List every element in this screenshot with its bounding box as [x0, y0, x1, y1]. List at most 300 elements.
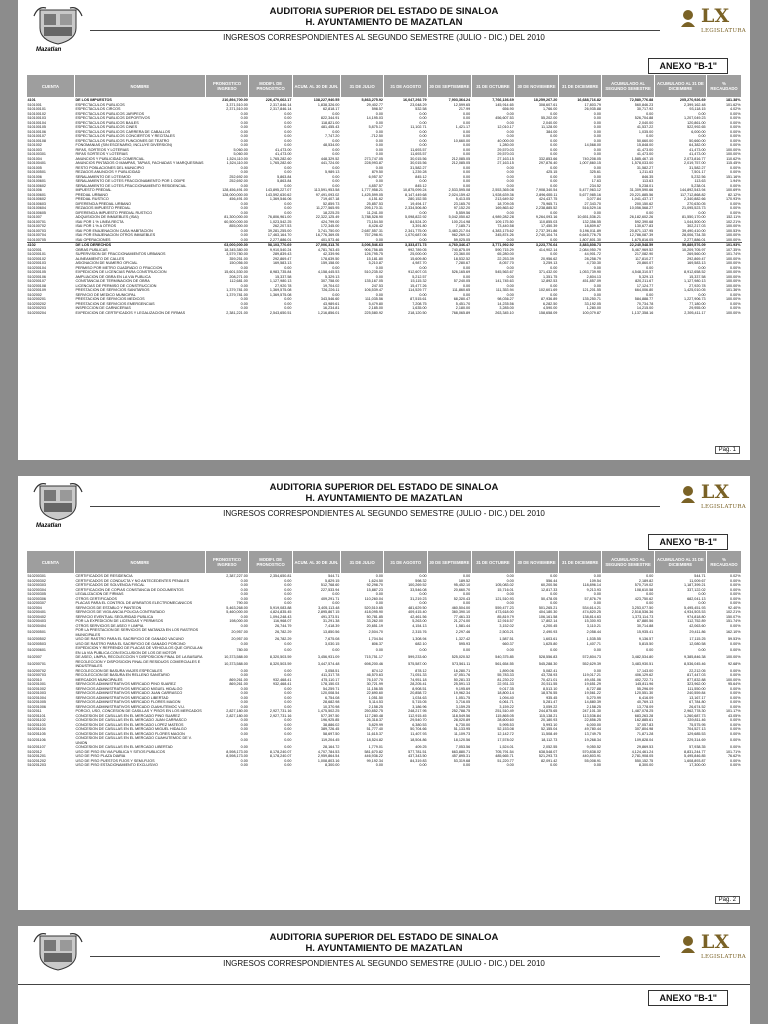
account-name: SERVICIOS ADMINISTRATIVOS MERCADO CUAHUTEMOC V.U. [75, 704, 185, 709]
amount-cell: 0.00 [284, 578, 292, 583]
amount-cell: 2,959,864.54 [317, 754, 340, 758]
amount-cell: 269,560.00 [687, 252, 706, 256]
amount-cell: 5,212.57 [412, 274, 427, 279]
account-name: CONCESION DE CASILLAS EN EL MERCADO PINO SUAREZ [75, 713, 181, 718]
amount-cell: 0.00 [593, 129, 601, 134]
amount-cell: 17.63 [591, 179, 601, 183]
amount-cell: 491,373.51 [320, 614, 340, 619]
amount-cell: 4,934,503.53 [684, 610, 706, 614]
account-code: 510100601 [27, 192, 46, 197]
amount-cell: 0.00 [698, 292, 706, 297]
amount-cell: 820,211.67 [635, 279, 654, 283]
amount-cell: 2,185.00 [368, 306, 383, 310]
amount-cell: 2,399,162.48 [684, 102, 706, 107]
table-header-row [27, 551, 742, 574]
account-name: ESPECTACULOS PUBLICOS CONCIERTOS Y RECITALES [75, 134, 175, 138]
amount-cell: 73,440.58 [497, 224, 514, 228]
amount-cell: 5,460,000.00 [226, 610, 248, 614]
amount-cell: 59,889,576.09 [654, 243, 706, 248]
amount-cell: 545,288.30 [538, 661, 558, 666]
amount-cell: 0.00 [462, 174, 471, 179]
amount-cell: 151.16% [725, 174, 741, 179]
amount-cell: 4,151.62 [368, 197, 383, 201]
amount-cell: 0.00 [462, 183, 471, 188]
amount-cell: 0.00 [284, 673, 292, 677]
amount-cell: 0.00 [240, 210, 248, 215]
amount-cell: 855,000.00 [229, 224, 248, 228]
amount-cell: 2,827,180.00 [226, 709, 248, 713]
account-code: 510201002 [27, 686, 46, 691]
amount-cell: 0.00% [730, 686, 741, 691]
amount-cell: 4,987.70 [412, 261, 427, 265]
amount-cell: 0.00 [375, 601, 383, 605]
amount-cell: 512,768.60 [320, 583, 340, 587]
amount-cell: 107.35% [725, 247, 741, 252]
amount-cell: 19,651.29 [584, 682, 601, 686]
account-code: 5101006 [27, 188, 42, 192]
amount-cell: 501,265.21 [538, 605, 558, 610]
amount-cell: 210,894,700.00 [205, 98, 249, 103]
amount-cell: 577,781.51 [408, 749, 427, 754]
amount-cell: 100.53% [725, 228, 741, 233]
amount-cell: 234.52 [589, 183, 601, 188]
amount-cell: 0.00 [375, 592, 383, 596]
amount-cell: 0.00 [332, 601, 340, 605]
amount-cell: 68,280.47 [453, 297, 471, 301]
amount-cell: 704,527.13 [687, 727, 706, 731]
column-header: PRONOSTICO INGRESO [205, 551, 249, 574]
amount-cell: 8,320,503.59 [269, 655, 292, 659]
amount-cell: 0.00 [240, 745, 248, 749]
amount-cell: 12,010.17 [497, 125, 514, 129]
account-name: OBRAS PUBLICAS [75, 247, 108, 252]
amount-cell: 0.00 [506, 210, 514, 215]
account-name: SERVICIOS DE ESTABLO Y PANTEON [75, 605, 142, 610]
amount-cell: 2,158.25 [368, 704, 383, 709]
amount-cell: 0.00 [375, 648, 383, 653]
amount-cell: 0.00 [240, 125, 248, 129]
amount-cell: 1,524,110.00 [226, 161, 248, 165]
amount-cell: 0.00% [730, 201, 741, 206]
amount-cell: 0.00 [698, 134, 706, 138]
amount-cell: 0.00 [240, 111, 248, 116]
amount-cell: 0.00 [419, 292, 427, 297]
amount-cell: 31,219.23 [410, 596, 427, 601]
amount-cell: 273,747.05 [364, 156, 383, 161]
amount-cell: 0.00 [593, 283, 601, 288]
amount-cell: 82,091.42 [540, 758, 558, 763]
amount-cell: 1,035.00 [638, 129, 654, 134]
amount-cell: 4,707,784.53 [317, 749, 340, 754]
account-name: REZAGOS IMPUESTO PREDIAL [75, 206, 131, 210]
amount-cell: 100,214.98 [451, 219, 471, 224]
amount-cell: 3,159.25 [455, 704, 471, 709]
amount-cell: 0.00 [698, 210, 706, 215]
anexo-label: ANEXO "B-1" [648, 534, 728, 550]
amount-cell: 0.00 [375, 274, 383, 279]
amount-cell: 42,063.60 [689, 623, 706, 628]
amount-cell: 456,607.53 [495, 116, 514, 120]
amount-cell: 550,152.75 [634, 758, 654, 763]
amount-cell: 0.00 [593, 648, 601, 653]
amount-cell: 128,000,000.00 [222, 192, 248, 197]
amount-cell: 877,832.88 [687, 677, 706, 682]
account-code: 510200503 [27, 641, 46, 646]
amount-cell: 0.00 [462, 601, 471, 605]
amount-cell: 16,776,369.05 [315, 233, 340, 237]
amount-cell: 8,513.10 [542, 686, 558, 691]
amount-cell: 0.00 [419, 116, 427, 120]
amount-cell: 0.00 [506, 592, 514, 596]
amount-cell: 0.00 [419, 592, 427, 596]
amount-cell: 17,300.00 [689, 763, 706, 767]
amount-cell: 0.00 [419, 265, 427, 270]
amount-cell: 10,209,705.97 [681, 247, 706, 252]
account-name: POR LA PRESTACION DE SERVICIOS DE MATANZA EN LOS RASTROS MUNICIPALES [75, 628, 199, 637]
amount-cell: 112,681.00 [229, 279, 248, 283]
amount-cell: 0.00 [375, 292, 383, 297]
account-code: 510201104 [27, 727, 46, 731]
amount-cell: 581,670.82 [364, 749, 383, 754]
amount-cell: 19,962.34 [453, 691, 471, 695]
amount-cell: 111,035.56 [365, 297, 383, 301]
amount-cell: 102.21% [725, 219, 741, 224]
amount-cell: 106,161.58 [538, 614, 558, 619]
amount-cell: 2,687,557.31 [361, 228, 383, 233]
amount-cell: 3,716.05 [455, 700, 471, 704]
amount-cell: 63,000,000.00 [205, 243, 249, 248]
account-code: 510201106 [27, 738, 46, 743]
column-header: ACUMULADO AL 31 DE DICIEMBRE [654, 75, 706, 98]
amount-cell: 323,962.00 [687, 682, 706, 686]
amount-cell: 473,618.00 [495, 610, 514, 614]
amount-cell: 109,828.04 [634, 738, 654, 743]
account-name: ADQUISICION DE INMUEBLES (ISAI) [75, 215, 139, 219]
column-header: MODIFI. DE PRONOSTICO [249, 75, 293, 98]
amount-cell: 0.00 [419, 134, 427, 138]
amount-cell: 1,094,248.43 [269, 614, 292, 619]
amount-cell: 22,931.33 [497, 682, 514, 686]
account-name: ISAI POR ENAJENACION CASA HABITACION [75, 228, 153, 233]
amount-cell: 5,875.17 [368, 125, 383, 129]
account-name: RIFAS, SORTEOS Y LOTERIAS [75, 147, 129, 152]
amount-cell: 18,809.67 [584, 224, 601, 228]
amount-cell: 0.00 [550, 143, 558, 147]
header-rule [90, 506, 660, 507]
amount-cell: 424,799.00 [320, 219, 340, 224]
amount-cell: 0.00 [462, 120, 471, 125]
amount-cell: 111,860.65 [452, 288, 471, 292]
column-header: 31 DE JULIO [340, 551, 384, 574]
amount-cell: 169,583.13 [272, 261, 292, 265]
amount-cell: 0.00 [506, 574, 514, 578]
amount-cell: 113.63 [694, 179, 706, 183]
amount-cell: 0.00 [550, 292, 558, 297]
amount-cell: 0.00 [550, 147, 558, 152]
anexo-label: ANEXO "B-1" [648, 990, 728, 1006]
amount-cell: 111,550.00 [687, 686, 706, 691]
amount-cell: 2,341,775.00 [405, 228, 427, 233]
amount-cell: 162,885.61 [634, 718, 654, 722]
amount-cell: 3,152.02 [499, 623, 514, 628]
amount-cell: 302,217.03 [687, 224, 706, 228]
amount-cell: 0.00 [462, 592, 471, 596]
amount-cell: 0.00 [284, 297, 292, 301]
amount-cell: 113,591,953.58 [314, 188, 340, 192]
amount-cell: 9,264,093.16 [535, 215, 558, 219]
amount-cell: 1,838,326.00 [317, 102, 340, 107]
amount-cell: 7,908,340.54 [535, 188, 558, 192]
amount-cell: 128,456,491.00 [222, 188, 248, 192]
legislature-label: LEGISLATURA [701, 504, 747, 510]
amount-cell: 5,114.53 [368, 700, 383, 704]
amount-cell: 19,561.22 [584, 691, 601, 695]
amount-cell: 9,213.93 [586, 587, 601, 592]
amount-cell: 292,869.47 [687, 256, 706, 261]
amount-cell: 0.00% [730, 143, 741, 147]
amount-cell: 0.00 [240, 614, 248, 619]
amount-cell: 2,381,221.00 [226, 310, 248, 315]
amount-cell: 229,314.69 [687, 738, 706, 743]
account-name: CONCESION DE CASILLAS EN EL MERCADO CUAHUTEMOC DE V. UNION [75, 736, 192, 745]
amount-cell: 29,570.03 [497, 147, 514, 152]
amount-cell: 516,529.16 [582, 206, 601, 210]
amount-cell: 0.00 [240, 592, 248, 596]
amount-cell: 6,957.57 [368, 174, 383, 179]
amount-cell: 62,818.17 [322, 107, 340, 111]
amount-cell: 18,120.56 [453, 738, 471, 743]
amount-cell: 525,020.52 [451, 655, 471, 659]
amount-cell: 0.00 [593, 265, 601, 270]
amount-cell: 409,291.71 [320, 596, 340, 601]
amount-cell: 5,495,451.93 [684, 605, 706, 610]
amount-cell: 0.00 [284, 125, 292, 129]
amount-cell: 100.00% [725, 677, 741, 682]
amount-cell: 0.00 [550, 648, 558, 653]
amount-cell: 345,874.26 [495, 233, 514, 237]
amount-cell: 270,630.05 [687, 201, 706, 206]
amount-cell: 145,914.65 [495, 102, 514, 107]
account-name: AMPLIACION DE OBRA EN LA VIA PUBLICA [75, 274, 151, 279]
account-code: 510200101 [27, 252, 46, 256]
amount-cell: 4,154.13 [412, 623, 427, 628]
amount-cell: 9,017.35 [499, 686, 514, 691]
amount-cell: 41,473.00 [275, 147, 292, 152]
amount-cell: 1,421.17 [455, 125, 471, 129]
account-code: 510200109 [27, 288, 46, 292]
amount-cell: 1,044,500.00 [684, 219, 706, 224]
amount-cell: 308,607.61 [538, 102, 558, 107]
amount-cell: 0.00% [730, 596, 741, 601]
amount-cell: 409.25 [415, 745, 427, 749]
amount-cell: 7,766,136.69 [471, 98, 515, 103]
amount-cell: 0.00 [284, 129, 292, 134]
amount-cell: 0.00 [593, 292, 601, 297]
account-name: SEÑALAMIENTO DE LOTES-FRACCIONAMIENTO RESIDENCIAL [75, 183, 187, 188]
account-name: SERVICIOS ADMINISTRATIVOS MERCADO LIBERTAD [75, 695, 169, 700]
account-code: 510200104 [27, 265, 46, 270]
amount-cell: 76,806,961.00 [267, 215, 292, 219]
amount-cell: 39,281,255.00 [267, 228, 292, 233]
account-name: CONSTANCIA DE TERMINACION DE OBRA [75, 279, 150, 283]
amount-cell: 3,405,113.48 [318, 605, 340, 610]
amount-cell: 5,042,050.62 [448, 215, 471, 219]
account-code: 510201003 [27, 691, 46, 695]
amount-cell: 117,712,868.82 [680, 192, 706, 197]
account-name: POR LA EXPEDICION DE LICENCIAS Y PERMISOS [75, 619, 164, 623]
account-code: 510100702 [27, 224, 46, 228]
amount-cell: 20,511.55 [541, 682, 558, 686]
amount-cell: 3,159.22 [499, 704, 514, 709]
amount-cell: 77,461.33 [453, 614, 471, 619]
amount-cell: 3,371,510.00 [226, 102, 248, 107]
amount-cell: 218,120.50 [408, 310, 427, 315]
amount-cell: 2,927,731.16 [269, 709, 292, 713]
column-header: NOMBRE [74, 551, 205, 574]
amount-cell: 0.00 [240, 578, 248, 583]
report-entity: H. AYUNTAMIENTO DE MAZATLAN [305, 17, 463, 28]
amount-cell: 81,230.22 [497, 677, 514, 682]
amount-cell: 682.10 [415, 641, 427, 646]
amount-cell: 8,983,735.84 [269, 270, 292, 274]
amount-cell: 1,425,599.05 [361, 192, 383, 197]
amount-cell: 879.50 [371, 170, 383, 174]
amount-cell: 17,450.39 [540, 224, 558, 228]
amount-cell: 3,771,992.92 [471, 243, 515, 248]
amount-cell: 225,580.92 [364, 310, 383, 315]
amount-cell: 252,692.00 [229, 179, 248, 183]
amount-cell: 5,829.99 [368, 722, 383, 727]
amount-cell: 906,756.85 [364, 247, 383, 252]
amount-cell: 3,482,534.80 [631, 655, 654, 659]
amount-cell: 116,968.07 [273, 619, 292, 623]
amount-cell: 1,535.55 [586, 637, 601, 641]
account-name: SERVICIO DE MEDICO MUNICIPAL [75, 292, 136, 297]
amount-cell: 2,040.00 [638, 120, 654, 125]
amount-cell: 119,204.45 [321, 738, 340, 743]
amount-cell: 521,293.73 [538, 754, 558, 758]
account-name: CONCESION DE CASILLAS EN EL MERCADO MIGUEL HIDALGO [75, 727, 187, 731]
amount-cell: 481,629.50 [408, 605, 427, 610]
report-page-1 [18, 0, 750, 460]
amount-cell: 10,651,536.21 [577, 215, 601, 219]
column-header: ACUMULADO AL SEGUNDO SEMESTRE [602, 75, 654, 98]
account-code: 510100605 [27, 210, 46, 215]
amount-cell: 5,210.87 [368, 261, 383, 265]
amount-cell: 4,383,175.62 [492, 228, 514, 233]
amount-cell: 0.00% [730, 165, 741, 170]
amount-cell: 401,573.46 [320, 237, 340, 242]
amount-cell: 2,315.76 [412, 630, 427, 635]
amount-cell: 1,280.00 [586, 306, 601, 310]
account-code: 510100107 [27, 134, 46, 138]
account-name: SERVICIOS ADMINISTRATIVOS MERCADO FLORES MAGON [75, 700, 181, 704]
table-row [27, 736, 742, 745]
amount-cell: 7,280.67 [455, 261, 471, 265]
amount-cell: 5,196,011.89 [579, 228, 601, 233]
amount-cell: 0.00 [698, 601, 706, 605]
amount-cell: 25,591.13 [453, 682, 471, 686]
amount-cell: 0.00 [240, 143, 248, 147]
account-name: EXPEDICION Y REFRENDO DE PLACAS DE VEHICULOS QUE CIRCULAN EN LA VIA PUBLICA CON EXCLUSION DE LOS DE MOTOR [75, 646, 203, 655]
amount-cell: 0.00 [240, 587, 248, 592]
amount-cell: 3,059.22 [542, 704, 558, 709]
amount-cell: 20,858.72 [410, 691, 427, 695]
amount-cell: 0.00% [730, 601, 741, 605]
amount-cell: 6,416.09 [638, 695, 654, 700]
account-name: DE ASEO, LIMPIA, RECOLECCION Y DISPOSICION FINAL DE LA BASURA [75, 655, 203, 659]
amount-cell: 20,871,137.95 [629, 228, 654, 233]
amount-cell: 17,143.00 [636, 668, 654, 673]
amount-cell: 240,559.84 [687, 691, 706, 695]
amount-cell: 1,890.06 [499, 668, 514, 673]
amount-cell: 522,992.65 [687, 125, 706, 129]
amount-cell: 0.00 [506, 183, 514, 188]
amount-cell: 0.00% [730, 731, 741, 736]
amount-cell: 26,744.79 [275, 623, 292, 628]
account-code: 5102007 [27, 655, 42, 659]
amount-cell: 0.00% [730, 301, 741, 306]
amount-cell: 3,285.00 [499, 306, 514, 310]
amount-cell: 4,158,445.53 [317, 270, 340, 274]
amount-cell: 0.00 [550, 601, 558, 605]
amount-cell: 573,561.11 [451, 661, 471, 666]
amount-cell: 11,693.57 [410, 152, 427, 156]
amount-cell: 0.00 [240, 206, 248, 210]
amount-cell: 95,452.10 [453, 583, 471, 587]
amount-cell: 0.00% [730, 583, 741, 587]
amount-cell: 15,115.32 [410, 279, 427, 283]
account-code: 5102010 [27, 677, 42, 682]
amount-cell: 1,608,893.87 [684, 758, 706, 763]
amount-cell: 102,601.69 [538, 288, 558, 292]
amount-cell: 26,782.29 [275, 630, 292, 635]
amount-cell: 100.00% [725, 274, 741, 279]
amount-cell: 16,280.71 [453, 668, 471, 673]
amount-cell: 0.00 [284, 306, 292, 310]
amount-cell: 0.00% [730, 623, 741, 628]
column-header: ACUMULADO AL SEGUNDO SEMESTRE [602, 551, 654, 574]
amount-cell: 252,692.00 [229, 174, 248, 179]
amount-cell: 0.00% [730, 763, 741, 767]
amount-cell: 31,582.27 [689, 165, 706, 170]
account-name: ISAI POR 1 % A OTROS [75, 224, 117, 228]
account-code: 510100301 [27, 152, 46, 156]
amount-cell: 100.00% [725, 233, 741, 237]
amount-cell: 92.40% [727, 605, 741, 610]
amount-cell: 2,317,846.14 [269, 102, 292, 107]
amount-cell: 544.71 [694, 574, 706, 578]
amount-cell: 1,351.75 [542, 274, 558, 279]
amount-cell: 1,327.42 [455, 637, 471, 641]
amount-cell: 0.00 [550, 265, 558, 270]
amount-cell: 1,779.01 [368, 745, 383, 749]
amount-cell: 740,875.09 [451, 247, 471, 252]
amount-cell: 561,654.55 [495, 661, 514, 666]
amount-cell: 0.00 [284, 700, 292, 704]
amount-cell: 41,473.00 [636, 152, 654, 156]
amount-cell: 13,167.17 [689, 695, 706, 700]
amount-cell: 0.00 [284, 165, 292, 170]
amount-cell: 20,180.93 [540, 718, 558, 722]
amount-cell: 77,180.00 [689, 301, 706, 306]
amount-cell: 1,308.94 [412, 637, 427, 641]
amount-cell: 1,187,399.21 [684, 583, 706, 587]
amount-cell: 196,925.85 [320, 718, 340, 722]
amount-cell: 27,163.15 [497, 156, 514, 161]
account-code: 5102011 [27, 709, 42, 713]
amount-cell: 3,391.80 [412, 224, 427, 228]
